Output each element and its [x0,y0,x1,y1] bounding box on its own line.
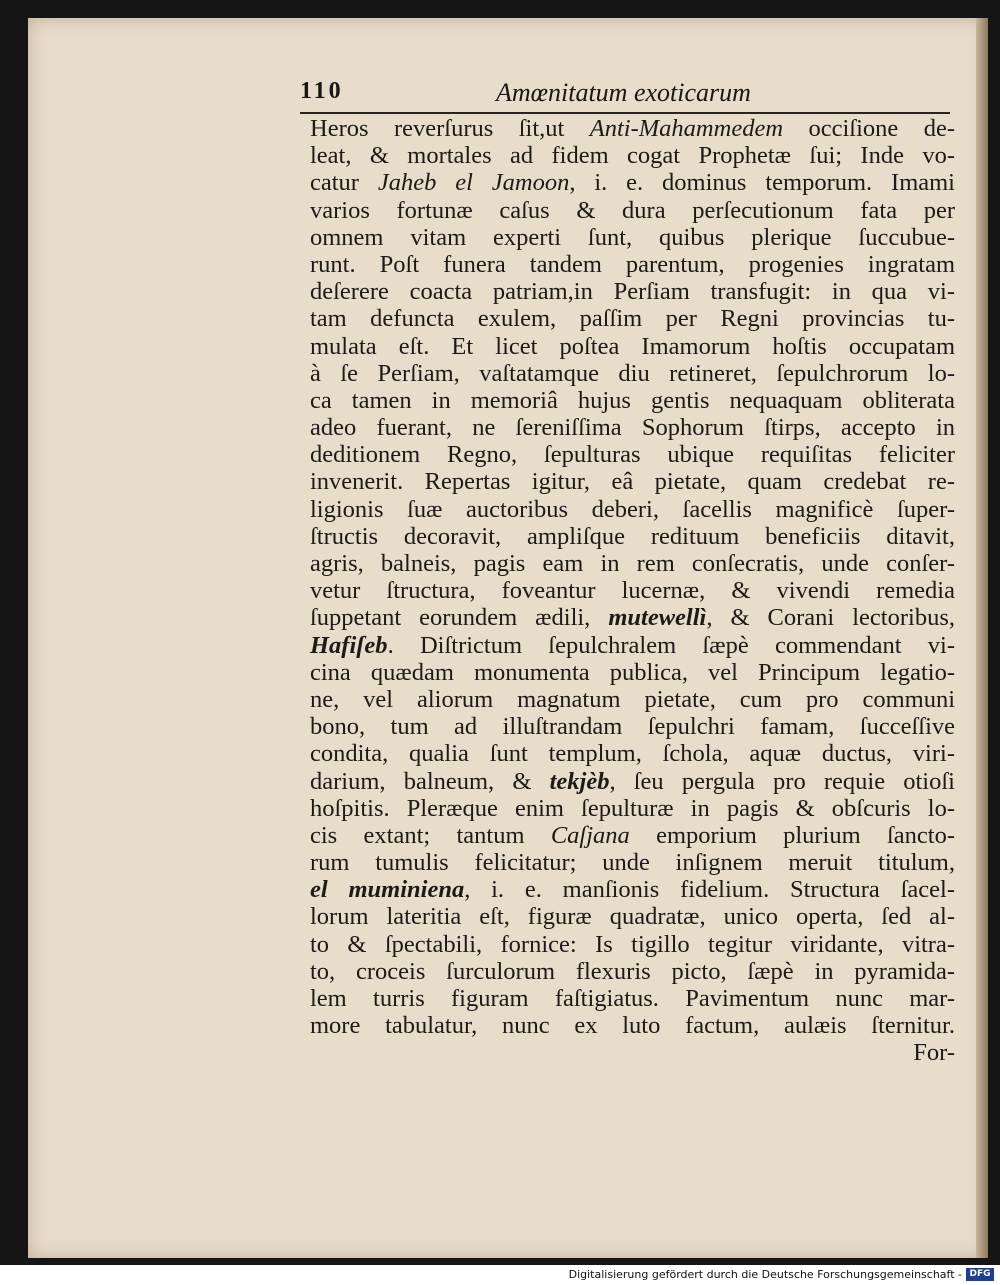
text-segment: lorum lateritia eſt, figuræ quadratæ, unico operta, ſed al- [310,903,955,931]
text-line [310,985,955,1012]
text-segment: hoſpitis. Pleræque enim ſepulturæ in pagis & obſcuris lo- [310,794,955,822]
footer-credit: Digitalisierung gefördert durch die Deutsche Forschungsgemeinschaft - [568,1268,962,1281]
text-segment: , i. e. dominus temporum. Imami [569,169,955,197]
text-segment: , i. e. manſionis fidelium. Structura ſacel- [464,876,955,904]
text-line [310,577,955,604]
footer-bar [0,1265,1000,1285]
text-segment: deditionem Regno, ſepulturas ubique requiſitas feliciter [310,441,955,469]
italic-text: el muminiena [310,876,465,904]
text-segment: vetur ſtructura, foveantur lucernæ, & vivendi remedia [310,577,955,605]
text-line [310,115,955,142]
text-line [310,197,955,224]
header-rule [300,112,950,114]
text-segment: leat, & mortales ad fidem cogat Prophetæ ſui; Inde vo- [310,142,955,170]
page-edge [976,18,988,1258]
italic-text: mutewellì [608,604,707,632]
text-segment: . Diſtrictum ſepulchralem ſæpè commendant vi- [387,631,955,659]
text-line [310,740,955,767]
text-line [310,632,955,659]
text-segment: occiſione de- [783,115,955,142]
text-line [310,550,955,577]
text-segment: ſuppetant eorundem ædili, [310,604,609,632]
text-line [310,931,955,958]
text-line [310,333,955,360]
text-line [310,496,955,523]
text-segment: omnem vitam experti ſunt, quibus plerique ſuccubue- [310,223,955,251]
text-segment: emporium plurium ſancto- [629,821,955,849]
text-segment: ligionis ſuæ auctoribus deberi, ſacellis magnificè ſuper- [310,495,955,523]
text-line [310,686,955,713]
text-line [310,768,955,795]
text-line [310,903,955,930]
text-segment: ſtructis decoravit, ampliſque redituum beneficiis ditavit, [310,522,955,550]
text-line [310,713,955,740]
text-line [310,604,955,631]
text-segment: deſerere coacta patriam,in Perſiam transfugit: in qua vi- [310,278,955,306]
page-header [300,78,790,110]
text-segment: adeo fuerant, ne ſereniſſima Sophorum ſtirps, accepto in [310,414,955,442]
text-line [310,305,955,332]
text-line [310,387,955,414]
italic-text: Jaheb el Jamoon [377,169,570,197]
text-line [310,849,955,876]
italic-text: tekjèb [549,767,610,795]
italic-text: Caſjana [550,821,630,849]
text-segment: ca tamen in memoriâ hujus gentis nequaquam obliterata [310,386,955,414]
text-line [310,659,955,686]
text-segment: darium, balneum, & [310,767,550,795]
text-segment: catur [310,169,378,197]
text-line [310,251,955,278]
text-line [310,414,955,441]
text-segment: bono, tum ad illuſtrandam ſepulchri famam, ſucceſſive [310,713,955,741]
text-segment: invenerit. Repertas igitur, eâ pietate, quam credebat re- [310,468,955,496]
text-segment: , & Corani lectoribus, [706,604,955,632]
italic-text: Hafiſeb [310,631,388,659]
text-segment: Heros reverſurus ſit,ut [310,115,590,142]
text-line [310,1012,955,1039]
text-line [310,1039,955,1066]
text-segment: condita, qualia ſunt templum, ſchola, aquæ ductus, viri- [310,740,955,768]
text-segment: to, croceis ſurculorum flexuris picto, ſæpè in pyramida- [310,957,955,985]
text-segment: à ſe Perſiam, vaſtatamque diu retineret, ſepulchrorum lo- [310,359,955,387]
text-segment: cis extant; tantum [310,821,551,849]
text-segment: , ſeu pergula pro requie otioſi [609,767,955,795]
text-line [310,360,955,387]
text-line [310,142,955,169]
text-line [310,958,955,985]
text-segment: For- [913,1039,955,1067]
dfg-logo: DFG [966,1268,994,1281]
text-line [310,822,955,849]
text-segment: ne, vel aliorum magnatum pietate, cum pro communi [310,685,955,713]
text-segment: tam defuncta exulem, paſſim per Regni provincias tu- [310,305,955,333]
text-segment: runt. Poſt funera tandem parentum, progenies ingratam [310,250,955,278]
body-text [310,115,955,1067]
text-line [310,441,955,468]
running-head: Amœnitatum exoticarum [496,78,751,107]
text-segment: cina quædam monumenta publica, vel Principum legatio- [310,658,955,686]
text-line [310,169,955,196]
text-line [310,523,955,550]
text-segment: rum tumulis felicitatur; unde inſignem meruit titulum, [310,849,955,877]
text-segment: mulata eſt. Et licet poſtea Imamorum hoſtis occupatam [310,332,955,360]
italic-text: Anti-Mahammedem [589,115,784,142]
text-segment: more tabulatur, nunc ex luto factum, aulæis ſternitur. [310,1012,955,1040]
text-line [310,795,955,822]
text-segment: agris, balneis, pagis eam in rem conſecratis, unde conſer- [310,550,955,577]
text-line [310,278,955,305]
page-number: 110 [300,78,344,104]
text-line [310,876,955,903]
text-segment: to & ſpectabili, fornice: Is tigillo tegitur viridante, vitra- [310,930,955,958]
text-line [310,224,955,251]
text-segment: lem turris figuram faſtigiatus. Pavimentum nunc mar- [310,985,955,1012]
text-segment: varios fortunæ caſus & dura perſecutionum fata per [310,196,955,224]
text-line [310,468,955,495]
